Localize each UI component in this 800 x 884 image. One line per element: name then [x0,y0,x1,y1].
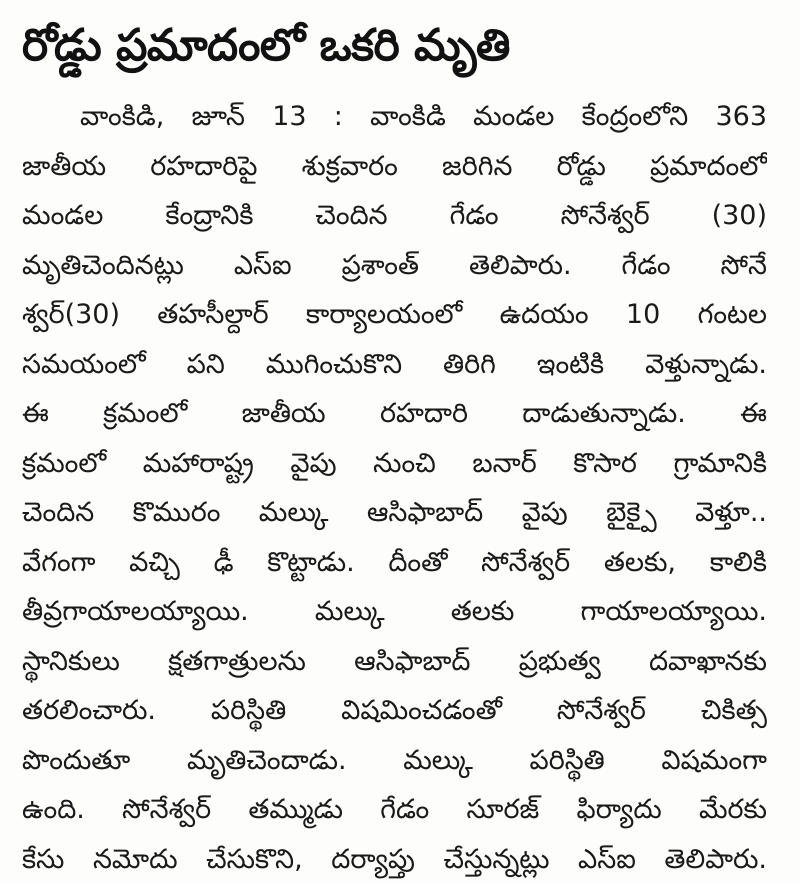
article-line: ఈ క్రమంలో జాతీయ రహదారి దాడుతున్నాడు. ఈ [22,389,767,439]
article-line: సమయంలో పని ముగించుకొని తిరిగి ఇంటికి వెళ్తున్నాడు. [22,340,767,390]
article-line: శ్వర్(30) తహసీల్దార్ కార్యాలయంలో ఉదయం 10 గంటల [22,290,767,340]
article-line: తరలించారు. పరిస్థితి విషమించడంతో సోనేశ్వర్ చికిత్స [22,686,767,736]
article-body [22,92,767,884]
article-headline: రోడ్డు ప్రమాదంలో ఒకరి మృతి [22,14,510,78]
article-line: వేగంగా వచ్చి ఢీ కొట్టాడు. దీంతో సోనేశ్వర్ తలకు, కాలికి [22,538,767,588]
article-line: మండల కేంద్రానికి చెందిన గేడం సోనేశ్వర్ (30) [22,191,767,241]
article-line: స్థానికులు క్షతగాత్రులను ఆసిఫాబాద్ ప్రభుత్వ దవాఖానకు [22,637,767,687]
article-line: కేసు నమోదు చేసుకొని, దర్యాప్తు చేస్తున్నట్లు ఎస్ఐ తెలిపారు. [22,835,767,884]
article-line: మృతిచెందినట్లు ఎస్ఐ ప్రశాంత్ తెలిపారు. గేడం సోనే [22,241,767,291]
article-line: క్రమంలో మహారాష్ట్ర వైపు నుంచి బనార్ కొసార గ్రామానికి [22,439,767,489]
article-line: ఉంది. సోనేశ్వర్ తమ్ముడు గేడం సూరజ్ ఫిర్యాదు మేరకు [22,785,767,835]
article-line: తీవ్రగాయాలయ్యాయి. మల్కు తలకు గాయాలయ్యాయి. [22,587,767,637]
article-line: పొందుతూ మృతిచెందాడు. మల్కు పరిస్థితి విషమంగా [22,736,767,786]
article-line: వాంకిడి, జూన్ 13 : వాంకిడి మండల కేంద్రంలోని 363 [22,92,767,142]
article-line: జాతీయ రహదారిపై శుక్రవారం జరిగిన రోడ్డు ప్రమాదంలో [22,142,767,192]
article-line: చెందిన కొమురం మల్కు ఆసిఫాబాద్ వైపు బైక్పై వెళ్తూ.. [22,488,767,538]
